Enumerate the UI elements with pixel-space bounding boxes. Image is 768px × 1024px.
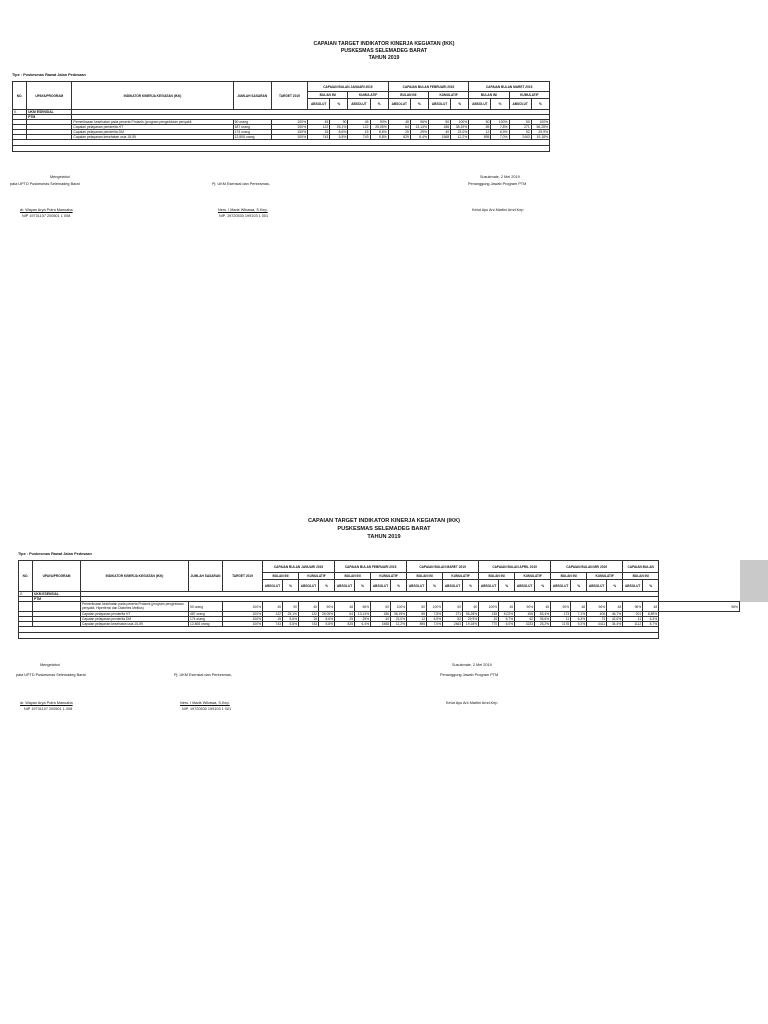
- header-absolut: ABSOLUT: [551, 580, 571, 592]
- sig-right-line1: Susukmale, 2 Mei 2019: [480, 175, 520, 179]
- value-cell: 122: [263, 612, 283, 617]
- title-line: TAHUN 2019: [368, 55, 400, 61]
- sig-left-line2: pala UPTD Puskesmas Selemadeg Barat: [16, 673, 86, 677]
- value-cell: 90%: [319, 602, 335, 612]
- value-cell: 90%: [551, 602, 571, 612]
- value-cell: 38,19%: [391, 612, 407, 617]
- value-cell: 48: [643, 602, 659, 612]
- header-pct: %: [571, 580, 587, 592]
- value-cell: 6,9%: [491, 130, 509, 135]
- value-cell: 895: [407, 622, 427, 627]
- value-cell: 6,9%: [427, 617, 443, 622]
- header-no: NO.: [13, 82, 27, 110]
- sig-right-line1: Susukmale, 2 Mei 2019: [452, 663, 492, 667]
- report-2-title: [0, 517, 768, 541]
- header-feb: CAPAIAN BULAN FEBRUARI 2019: [335, 561, 407, 573]
- empty-cell: [19, 602, 33, 612]
- header-upaya: UPAYA/PROGRAM: [33, 561, 81, 592]
- indicator-cell: Capaian pelayanan penderita DM: [81, 617, 189, 622]
- value-cell: 90: [330, 120, 348, 125]
- sig-right-name: Ketut Ayu Ani Martini Amd.Kep: [446, 701, 498, 705]
- header-absolut: ABSOLUT: [443, 580, 463, 592]
- value-cell: 8,6%: [330, 130, 348, 135]
- header-kumulatif: KUMULATIF: [443, 573, 479, 580]
- value-cell: 11: [623, 617, 643, 622]
- header-absolut: ABSOLUT: [428, 99, 450, 110]
- value-cell: 25: [388, 130, 410, 135]
- header-feb: CAPAIAN BULAN FEBRUARI 2019: [388, 82, 469, 92]
- header-pct: %: [499, 580, 515, 592]
- value-cell: 29,9%: [463, 617, 479, 622]
- target-cell: 100%: [223, 622, 263, 627]
- value-cell: 1568: [428, 135, 450, 140]
- value-cell: 5,8%: [370, 135, 388, 140]
- value-cell: 25,2%: [535, 622, 551, 627]
- value-cell: 29,9%: [531, 130, 549, 135]
- header-absolut: ABSOLUT: [335, 580, 355, 592]
- header-bulan-ini: BULAN INI: [551, 573, 587, 580]
- value-cell: 5,7%: [499, 617, 515, 622]
- jumlah-cell: 12.808 orang: [233, 135, 271, 140]
- header-absolut: ABSOLUT: [299, 580, 319, 592]
- value-cell: 50: [463, 602, 479, 612]
- value-cell: 12,2%: [391, 622, 407, 627]
- header-apr: CAPAIAN BULAN APRIL 2019: [479, 561, 551, 573]
- value-cell: 15: [348, 130, 370, 135]
- title-line: CAPAIAN TARGET INDIKATOR KINERJA KEGIATAN (IKK): [313, 41, 455, 47]
- sig-right-line2: Penanggung Jawab Program PTM: [468, 182, 527, 186]
- header-mar: CAPAIAN BULAN MARET 2019: [407, 561, 479, 573]
- value-cell: 100%: [391, 602, 407, 612]
- header-target: TARGET 2019: [223, 561, 263, 592]
- header-pct: %: [319, 580, 335, 592]
- target-cell: 100%: [271, 120, 307, 125]
- target-cell: 100%: [271, 135, 307, 140]
- value-cell: 96%: [410, 120, 428, 125]
- header-absolut: ABSOLUT: [308, 99, 330, 110]
- header-absolut: ABSOLUT: [469, 99, 491, 110]
- value-cell: 201: [623, 612, 643, 617]
- header-indikator: INDIKATOR KINERJA KEGIATAN (IKK): [81, 561, 189, 592]
- value-cell: 6,3%: [571, 617, 587, 622]
- target-cell: 100%: [223, 602, 263, 612]
- value-cell: 2463: [509, 135, 531, 140]
- header-pct: %: [643, 580, 659, 592]
- value-cell: 173: [551, 612, 571, 617]
- target-cell: 100%: [223, 617, 263, 622]
- value-cell: 6,4%: [355, 622, 371, 627]
- jumlah-cell: 12.808 orang: [189, 622, 223, 627]
- header-bulan-ini: BULAN INI: [479, 573, 515, 580]
- value-cell: 50: [428, 120, 450, 125]
- sig-mid-line1: Pj. UKM Esensial dan Perkesmas,: [212, 182, 270, 186]
- header-bulan-ini: BULAN INI: [469, 92, 509, 99]
- indicator-cell: Pemeriksaan kesehatan pada peserta Prolanis (program pengelolaan penyakit, Hipertensi dan Diabetes Melitus): [81, 602, 189, 612]
- header-kumulatif: KUMULATIF: [371, 573, 407, 580]
- sig-left-name: dr. Wayan Arya Putra Manuaba: [20, 701, 73, 705]
- value-cell: 25,1%: [283, 612, 299, 617]
- header-bulan-ini: BULAN INI: [388, 92, 428, 99]
- header-pct: %: [283, 580, 299, 592]
- title-line: PUSKESMAS SELEMADEG BARAT: [337, 526, 431, 532]
- value-cell: 122: [299, 612, 319, 617]
- empty-cell: [33, 602, 81, 612]
- target-cell: 100%: [223, 612, 263, 617]
- value-cell: 90%: [515, 602, 535, 612]
- header-bulan-ini: BULAN INI: [308, 92, 348, 99]
- value-cell: 1568: [371, 622, 391, 627]
- value-cell: 12,2%: [451, 135, 469, 140]
- value-cell: 56,28%: [531, 125, 549, 130]
- section-name: UKM ESENSIAL: [27, 110, 72, 115]
- value-cell: 13,14%: [410, 125, 428, 130]
- value-cell: 743: [348, 135, 370, 140]
- sig-mid-name: Ners. I Made Wibawa, S.Kep.: [180, 701, 230, 705]
- header-jumlah: JUMLAH SASARAN: [189, 561, 223, 592]
- header-pct: %: [535, 580, 551, 592]
- header-kumulatif: KUMULATIF: [299, 573, 335, 580]
- value-cell: 85: [469, 125, 491, 130]
- sig-left-nip: NIP 19731107 200501 1 008: [22, 214, 71, 218]
- value-cell: 45: [263, 602, 283, 612]
- jumlah-cell: 487 orang: [233, 125, 271, 130]
- value-cell: 825: [335, 622, 355, 627]
- value-cell: 25,1%: [330, 125, 348, 130]
- report-1-rows: [13, 120, 550, 140]
- value-cell: 19,18%: [531, 135, 549, 140]
- value-cell: 1178: [551, 622, 571, 627]
- value-cell: 10: [479, 617, 499, 622]
- value-cell: 100%: [451, 120, 469, 125]
- blank-row: [19, 633, 740, 639]
- value-cell: 34,4%: [607, 622, 623, 627]
- value-cell: 85: [407, 612, 427, 617]
- header-pct: %: [531, 99, 549, 110]
- header-absolut: ABSOLUT: [388, 99, 410, 110]
- value-cell: 12: [407, 617, 427, 622]
- header-absolut: ABSOLUT: [587, 580, 607, 592]
- value-cell: 45: [299, 602, 319, 612]
- value-cell: 122: [348, 125, 370, 130]
- header-kumulatif: KUMULATIF: [509, 92, 549, 99]
- header-pct: %: [427, 580, 443, 592]
- value-cell: 25,05%: [370, 125, 388, 130]
- section-no: II.: [19, 592, 33, 597]
- header-bulan-ini: BULAN INI: [263, 573, 299, 580]
- header-bulan-ini: BULAN INI: [407, 573, 443, 580]
- header-target: TARGET 2019: [271, 82, 307, 110]
- value-cell: 50: [469, 120, 491, 125]
- value-cell: 8,6%: [370, 130, 388, 135]
- value-cell: 46,7%: [607, 612, 623, 617]
- header-absolut: ABSOLUT: [479, 580, 499, 592]
- value-cell: 5,8%: [283, 622, 299, 627]
- indicator-cell: Capaian pelayanan penderita HT: [81, 612, 189, 617]
- value-cell: 8,7%: [643, 622, 659, 627]
- value-cell: 73: [587, 617, 607, 622]
- value-cell: 25,05%: [319, 612, 335, 617]
- value-cell: 48: [335, 602, 355, 612]
- header-no: NO.: [19, 561, 33, 592]
- value-cell: 52: [443, 617, 463, 622]
- value-cell: 743: [263, 622, 283, 627]
- value-cell: 4411: [587, 622, 607, 627]
- value-cell: 96%: [623, 602, 643, 612]
- value-cell: 406: [587, 612, 607, 617]
- table-row: [19, 602, 740, 612]
- grey-margin-block: [740, 560, 768, 602]
- header-bulan-ini: BULAN INI: [623, 573, 659, 580]
- value-cell: 15: [299, 617, 319, 622]
- value-cell: 1112: [623, 622, 643, 627]
- value-cell: 56,28%: [463, 612, 479, 617]
- title-line: PUSKESMAS SELEMADEG BARAT: [340, 48, 428, 54]
- value-cell: 64: [388, 125, 410, 130]
- value-cell: 7,1%: [571, 612, 587, 617]
- value-cell: 35,6%: [535, 617, 551, 622]
- value-cell: 135: [479, 612, 499, 617]
- value-cell: 8,6%: [319, 617, 335, 622]
- indicator-cell: Capaian pelayanan kesehatan usia 15-59: [72, 135, 233, 140]
- value-cell: 42,0%: [607, 617, 623, 622]
- value-cell: 100%: [491, 120, 509, 125]
- value-cell: 186: [428, 125, 450, 130]
- target-cell: 100%: [271, 125, 307, 130]
- value-cell: 38,19%: [451, 125, 469, 130]
- header-mei: CAPAIAN BULAN MEI 2019: [551, 561, 623, 573]
- value-cell: 122: [308, 125, 330, 130]
- header-kumulatif: KUMULATIF: [515, 573, 551, 580]
- value-cell: 6,3%: [643, 617, 659, 622]
- value-cell: 50: [371, 602, 391, 612]
- title-line: TAHUN 2019: [367, 534, 401, 540]
- value-cell: 7,8%: [491, 125, 509, 130]
- header-kumulatif: KUMULATIF: [348, 92, 388, 99]
- value-cell: 11: [551, 617, 571, 622]
- value-cell: 5,8%: [330, 135, 348, 140]
- value-cell: 48: [571, 602, 587, 612]
- value-cell: 6,0%: [499, 622, 515, 627]
- value-cell: 2463: [443, 622, 463, 627]
- header-absolut: ABSOLUT: [509, 99, 531, 110]
- section-name: UKM ESENSIAL: [33, 592, 81, 597]
- header-mar: CAPAIAN BULAN MARET 2019: [469, 82, 550, 92]
- value-cell: 48: [607, 602, 623, 612]
- value-cell: 45: [499, 602, 515, 612]
- sig-left-line2: pala UPTD Puskesmas Selemadeg Barat: [10, 182, 80, 186]
- value-cell: 6,4%: [410, 135, 428, 140]
- header-jumlah: JUMLAH SASARAN: [233, 82, 271, 110]
- report-1-table: [12, 81, 550, 152]
- value-cell: 271: [443, 612, 463, 617]
- sig-left-name: dr. Wayan Arya Putra Manuaba: [20, 208, 73, 212]
- sig-mid-line1: Pj. UKM Esensial dan Perkesmas,: [174, 673, 232, 677]
- sig-mid-nip: NIP. 19720530 199103 1 001: [219, 214, 269, 218]
- title-line: CAPAIAN TARGET INDIKATOR KINERJA KEGIATAN (IKK): [307, 518, 461, 524]
- value-cell: 895: [469, 135, 491, 140]
- header-pct: %: [410, 99, 428, 110]
- value-cell: 100%: [479, 602, 499, 612]
- value-cell: 5,02%: [499, 612, 515, 617]
- indicator-cell: Capaian pelayanan penderita DM: [72, 130, 233, 135]
- report-1-title: [0, 41, 768, 62]
- header-upaya: UPAYA/PROGRAM: [27, 82, 72, 110]
- value-cell: 7,8%: [427, 612, 443, 617]
- value-cell: 406: [515, 612, 535, 617]
- header-absolut: ABSOLUT: [263, 580, 283, 592]
- value-cell: 8,6%: [283, 617, 299, 622]
- header-pct: %: [330, 99, 348, 110]
- value-cell: 743: [299, 622, 319, 627]
- value-cell: 96%: [659, 602, 740, 612]
- value-cell: 64: [335, 612, 355, 617]
- sig-right-name: Ketut Ayu Ani Martini Amd.Kep: [472, 208, 524, 212]
- header-jan: CAPAIAN BULAN JANUARI 2019: [263, 561, 335, 573]
- value-cell: 23,0%: [451, 130, 469, 135]
- value-cell: 62: [515, 617, 535, 622]
- header-absolut: ABSOLUT: [515, 580, 535, 592]
- blank-row: [13, 146, 550, 152]
- value-cell: 5,8%: [319, 622, 335, 627]
- indicator-cell: Pemeriksaan kesehatan pada peserta Prolanis (program pengelolaan penyakit: [72, 120, 233, 125]
- report-2-rows: [19, 602, 740, 627]
- value-cell: 40: [371, 617, 391, 622]
- header-absolut: ABSOLUT: [407, 580, 427, 592]
- value-cell: 7,0%: [491, 135, 509, 140]
- value-cell: 29%: [355, 617, 371, 622]
- value-cell: 52: [509, 130, 531, 135]
- value-cell: 186: [371, 612, 391, 617]
- value-cell: 29%: [410, 130, 428, 135]
- header-indikator: INDIKATOR KINERJA KEGIATAN (IKK): [72, 82, 233, 110]
- header-kumulatif: KUMULATIF: [587, 573, 623, 580]
- value-cell: 3233: [515, 622, 535, 627]
- value-cell: 825: [388, 135, 410, 140]
- jumlah-cell: 487 orang: [189, 612, 223, 617]
- value-cell: 48: [388, 120, 410, 125]
- value-cell: 45: [308, 120, 330, 125]
- jumlah-cell: 174 orang: [189, 617, 223, 622]
- header-absolut: ABSOLUT: [371, 580, 391, 592]
- value-cell: 743: [308, 135, 330, 140]
- jumlah-cell: 174 orang: [233, 130, 271, 135]
- value-cell: 19,18%: [463, 622, 479, 627]
- tipe-label: Tipe : Puskesmas Rawat Jalan Pedesaan: [18, 552, 92, 556]
- value-cell: 83,4%: [535, 612, 551, 617]
- value-cell: 50: [443, 602, 463, 612]
- sig-mid-name: Ners. I Made Wibawa, S.Kep.: [218, 208, 268, 212]
- target-cell: 100%: [271, 130, 307, 135]
- jumlah-cell: 50 orang: [189, 602, 223, 612]
- value-cell: 50: [509, 120, 531, 125]
- value-cell: 45: [348, 120, 370, 125]
- header-kumulatif: KUMULATIF: [428, 92, 468, 99]
- sig-right-line2: Penanggung Jawab Program PTM: [440, 673, 499, 677]
- header-absolut: ABSOLUT: [348, 99, 370, 110]
- header-bulan-ini: BULAN INI: [335, 573, 371, 580]
- value-cell: 8,89%: [643, 612, 659, 617]
- report-2-table: [18, 560, 740, 639]
- header-pct: %: [491, 99, 509, 110]
- header-pct: %: [355, 580, 371, 592]
- value-cell: 9,2%: [571, 622, 587, 627]
- value-cell: 96%: [355, 602, 371, 612]
- subsection-name: PTM: [27, 115, 72, 120]
- header-pct: %: [391, 580, 407, 592]
- value-cell: 7,0%: [427, 622, 443, 627]
- value-cell: 100%: [427, 602, 443, 612]
- value-cell: 90%: [370, 120, 388, 125]
- value-cell: 96%: [587, 602, 607, 612]
- value-cell: 40: [428, 130, 450, 135]
- indicator-cell: Capaian pelayanan kesehatan usia 15-59: [81, 622, 189, 627]
- sig-left-nip: NIP 19731107 200501 1 008: [24, 707, 73, 711]
- value-cell: 25: [335, 617, 355, 622]
- value-cell: 15: [308, 130, 330, 135]
- subsection-name: PTM: [33, 597, 81, 602]
- sig-mid-nip: NIP. 19720530 199103 1 001: [182, 707, 232, 711]
- value-cell: 23,0%: [391, 617, 407, 622]
- value-cell: 13,14%: [355, 612, 371, 617]
- value-cell: 90: [283, 602, 299, 612]
- header-pct: %: [463, 580, 479, 592]
- header-pct: %: [607, 580, 623, 592]
- value-cell: 50: [407, 602, 427, 612]
- header-jun: CAPAIAN BULAN: [623, 561, 659, 573]
- sig-left-line1: Mengetahui: [50, 175, 70, 179]
- value-cell: 12: [469, 130, 491, 135]
- header-pct: %: [370, 99, 388, 110]
- value-cell: 271: [509, 125, 531, 130]
- header-absolut: ABSOLUT: [623, 580, 643, 592]
- jumlah-cell: 50 orang: [233, 120, 271, 125]
- value-cell: 45: [535, 602, 551, 612]
- tipe-label: Tipe : Puskesmas Rawat Jalan Pedesaan: [12, 73, 86, 77]
- header-pct: %: [451, 99, 469, 110]
- value-cell: 100%: [531, 120, 549, 125]
- section-no: II.: [13, 110, 27, 115]
- header-jan: CAPAIAN BULAN JANUARI 2019: [308, 82, 389, 92]
- indicator-cell: Capaian pelayanan penderita HT: [72, 125, 233, 130]
- value-cell: 15: [263, 617, 283, 622]
- value-cell: 770: [479, 622, 499, 627]
- sig-left-line1: Mengetahui: [40, 663, 60, 667]
